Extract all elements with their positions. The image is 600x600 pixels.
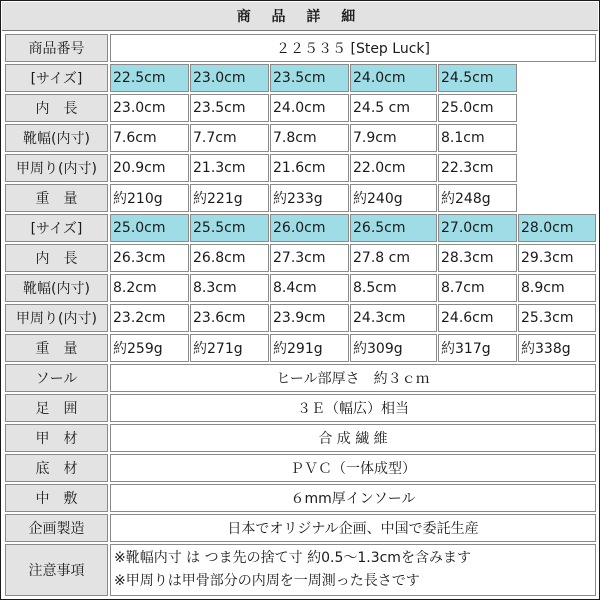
table2-size-cell: 25.5cm [190,214,269,242]
table1-value-cell: 7.8cm [270,124,349,152]
spec-value: 日本でオリジナル企画、中国で委託生産 [110,514,596,542]
table2-value-cell: 26.3cm [110,244,189,272]
table1-value-cell: 7.6cm [110,124,189,152]
table1-value-cell: 7.7cm [190,124,269,152]
table2-value-cell: 約291g [270,334,349,362]
table2-row-label: 甲周り(内寸) [5,304,108,332]
table2-value-cell: 24.3cm [350,304,437,332]
table1-row-label: 内 長 [5,94,108,122]
spec-title: 商 品 詳 細 [2,2,598,31]
table2-value-cell: 8.3cm [190,274,269,302]
table1-value-cell: 23.5cm [190,94,269,122]
table2-value-cell: 8.9cm [518,274,596,302]
table2-size-cell: 26.0cm [270,214,349,242]
table1-row-label: 靴幅(内寸) [5,124,108,152]
note-line: ※靴幅内寸 は つま先の捨て寸 約0.5～1.3cmを含みます [114,550,471,566]
table2-value-cell: 8.2cm [110,274,189,302]
table1-value-cell: 20.9cm [110,154,189,182]
spec-value: ３Ｅ（幅広）相当 [110,394,596,422]
table2-size-cell: 26.5cm [350,214,437,242]
table1-value-cell: 23.0cm [110,94,189,122]
product-number-value: ２２５３５ [Step Luck] [110,34,596,62]
spec-label: 底 材 [5,454,108,482]
table2-value-cell: 23.6cm [190,304,269,332]
table2-value-cell: 約309g [350,334,437,362]
spec-label: ソール [5,364,108,392]
table2-row-label: 重 量 [5,334,108,362]
table1-size-cell: 23.0cm [190,64,269,92]
table1-size-cell: 24.0cm [350,64,437,92]
table2-value-cell: 24.6cm [438,304,517,332]
table1-value-cell: 約221g [190,184,269,212]
table2-value-cell: 23.9cm [270,304,349,332]
note-line: ※甲周りは甲骨部分の内周を一周測った長さです [114,573,420,589]
table2-size-cell: 27.0cm [438,214,517,242]
table2-value-cell: 26.8cm [190,244,269,272]
spec-value: ＰＶＣ（一体成型） [110,454,596,482]
spec-value: 合 成 繊 維 [110,424,596,452]
table2-size-label: [サイズ] [5,214,108,242]
spec-label: 甲 材 [5,424,108,452]
notes-label: 注意事項 [5,544,108,596]
table2-size-cell: 28.0cm [518,214,596,242]
table1-size-cell: 22.5cm [110,64,189,92]
spec-label: 中 敷 [5,484,108,512]
table1-value-cell: 24.5 cm [350,94,437,122]
table1-value-cell: 8.1cm [438,124,517,152]
table1-value-cell: 約248g [438,184,517,212]
table2-value-cell: 28.3cm [438,244,517,272]
table1-value-cell: 約233g [270,184,349,212]
table2-value-cell: 約317g [438,334,517,362]
table2-row-label: 靴幅(内寸) [5,274,108,302]
notes-body [110,544,596,596]
table1-value-cell: 22.3cm [438,154,517,182]
table1-value-cell: 7.9cm [350,124,437,152]
spec-value: ヒール部厚さ 約３ｃｍ [110,364,596,392]
table1-value-cell: 21.3cm [190,154,269,182]
table2-value-cell: 8.5cm [350,274,437,302]
table1-value-cell: 25.0cm [438,94,517,122]
table1-value-cell: 24.0cm [270,94,349,122]
table2-value-cell: 約259g [110,334,189,362]
table2-value-cell: 約271g [190,334,269,362]
table2-value-cell: 27.3cm [270,244,349,272]
table2-value-cell: 8.4cm [270,274,349,302]
spec-label: 企画製造 [5,514,108,542]
table1-row-label: 重 量 [5,184,108,212]
table2-value-cell: 23.2cm [110,304,189,332]
table1-row-label: 甲周り(内寸) [5,154,108,182]
table2-row-label: 内 長 [5,244,108,272]
table1-value-cell: 22.0cm [350,154,437,182]
table1-size-cell: 23.5cm [270,64,349,92]
table1-size-cell: 24.5cm [438,64,517,92]
table1-value-cell: 約240g [350,184,437,212]
table2-size-cell: 25.0cm [110,214,189,242]
table2-value-cell: 約338g [518,334,596,362]
table2-value-cell: 25.3cm [518,304,596,332]
spec-label: 足 囲 [5,394,108,422]
table1-value-cell: 約210g [110,184,189,212]
table2-value-cell: 29.3cm [518,244,596,272]
spec-value: ６mm厚インソール [110,484,596,512]
table1-value-cell: 21.6cm [270,154,349,182]
table2-value-cell: 8.7cm [438,274,517,302]
product-number-label: 商品番号 [5,34,108,62]
table2-value-cell: 27.8 cm [350,244,437,272]
table1-size-label: [サイズ] [5,64,108,92]
